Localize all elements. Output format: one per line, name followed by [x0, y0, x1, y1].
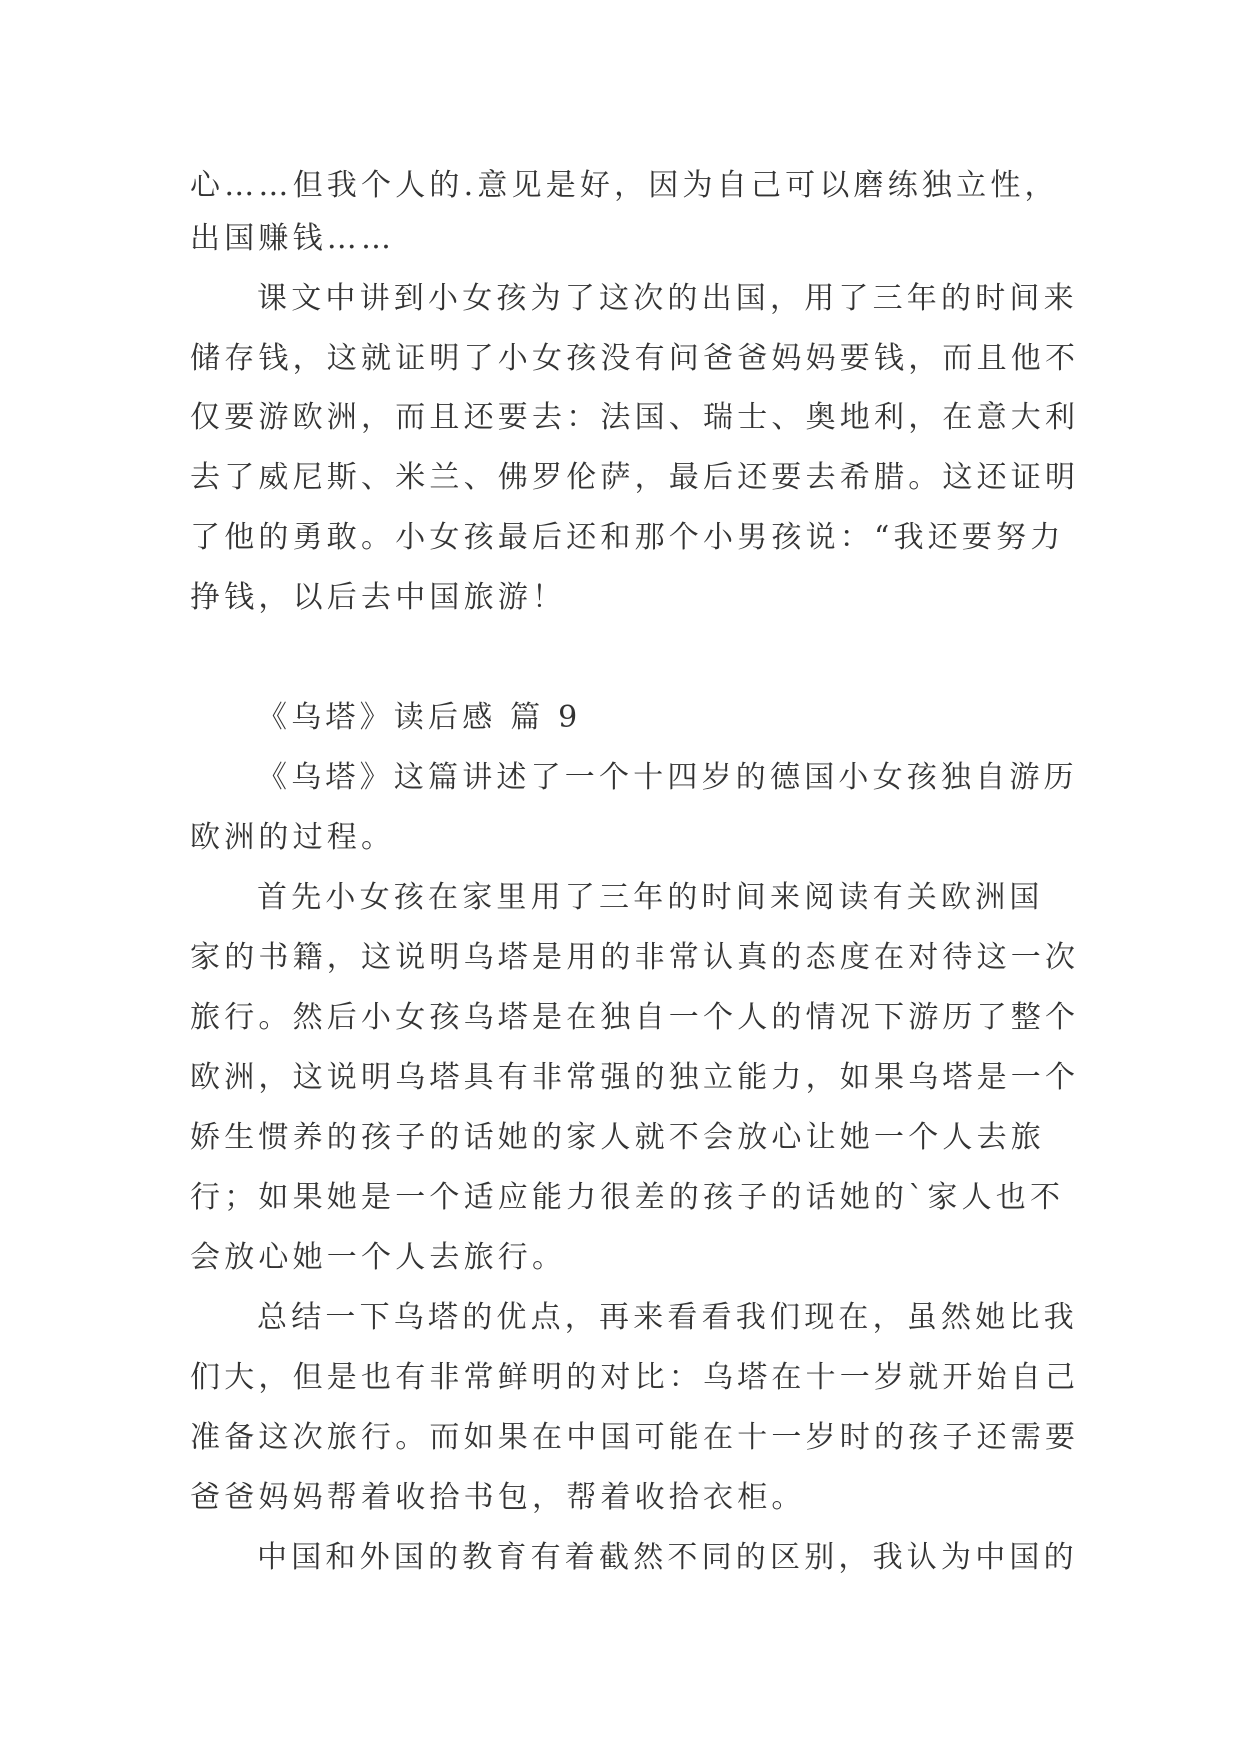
paragraph-line: 储存钱，这就证明了小女孩没有问爸爸妈妈要钱，而且他不 [190, 341, 1080, 376]
paragraph-line: 会放心她一个人去旅行。 [190, 1240, 567, 1275]
paragraph-line: 家的书籍，这说明乌塔是用的非常认真的态度在对待这一次 [190, 940, 1080, 975]
paragraph-line: 心……但我个人的.意见是好，因为自己可以磨练独立性， [190, 168, 1059, 203]
paragraph-line: 仅要游欧洲，而且还要去：法国、瑞士、奥地利，在意大利 [190, 400, 1080, 435]
paragraph-line: 欧洲，这说明乌塔具有非常强的独立能力，如果乌塔是一个 [190, 1060, 1080, 1095]
paragraph-line: 行；如果她是一个适应能力很差的孩子的话她的`家人也不 [190, 1180, 1065, 1215]
paragraph-line: 娇生惯养的孩子的话她的家人就不会放心让她一个人去旅 [190, 1120, 1045, 1155]
paragraph-line: 旅行。然后小女孩乌塔是在独自一个人的情况下游历了整个 [190, 1000, 1080, 1035]
paragraph-line: 欧洲的过程。 [190, 820, 396, 855]
paragraph-line: 爸爸妈妈帮着收拾书包，帮着收拾衣柜。 [190, 1480, 806, 1515]
paragraph-line: 首先小女孩在家里用了三年的时间来阅读有关欧洲国 [257, 880, 1044, 915]
document-page [190, 0, 1080, 1754]
paragraph-line: 去了威尼斯、米兰、佛罗伦萨，最后还要去希腊。这还证明 [190, 460, 1080, 495]
paragraph-line: 出国赚钱…… [190, 221, 396, 256]
paragraph-line: 中国和外国的教育有着截然不同的区别，我认为中国的 [257, 1540, 1078, 1575]
paragraph-line: 挣钱，以后去中国旅游！ [190, 580, 567, 615]
paragraph-line: 了他的勇敢。小女孩最后还和那个小男孩说：“我还要努力 [190, 520, 1065, 555]
paragraph-line: 总结一下乌塔的优点，再来看看我们现在，虽然她比我 [257, 1300, 1078, 1335]
paragraph-line: 课文中讲到小女孩为了这次的出国，用了三年的时间来 [257, 281, 1078, 316]
section-heading: 《乌塔》读后感 篇 9 [257, 700, 582, 735]
paragraph-line: 们大，但是也有非常鲜明的对比：乌塔在十一岁就开始自己 [190, 1360, 1080, 1395]
paragraph-line: 准备这次旅行。而如果在中国可能在十一岁时的孩子还需要 [190, 1420, 1080, 1455]
paragraph-line: 《乌塔》这篇讲述了一个十四岁的德国小女孩独自游历 [257, 760, 1078, 795]
